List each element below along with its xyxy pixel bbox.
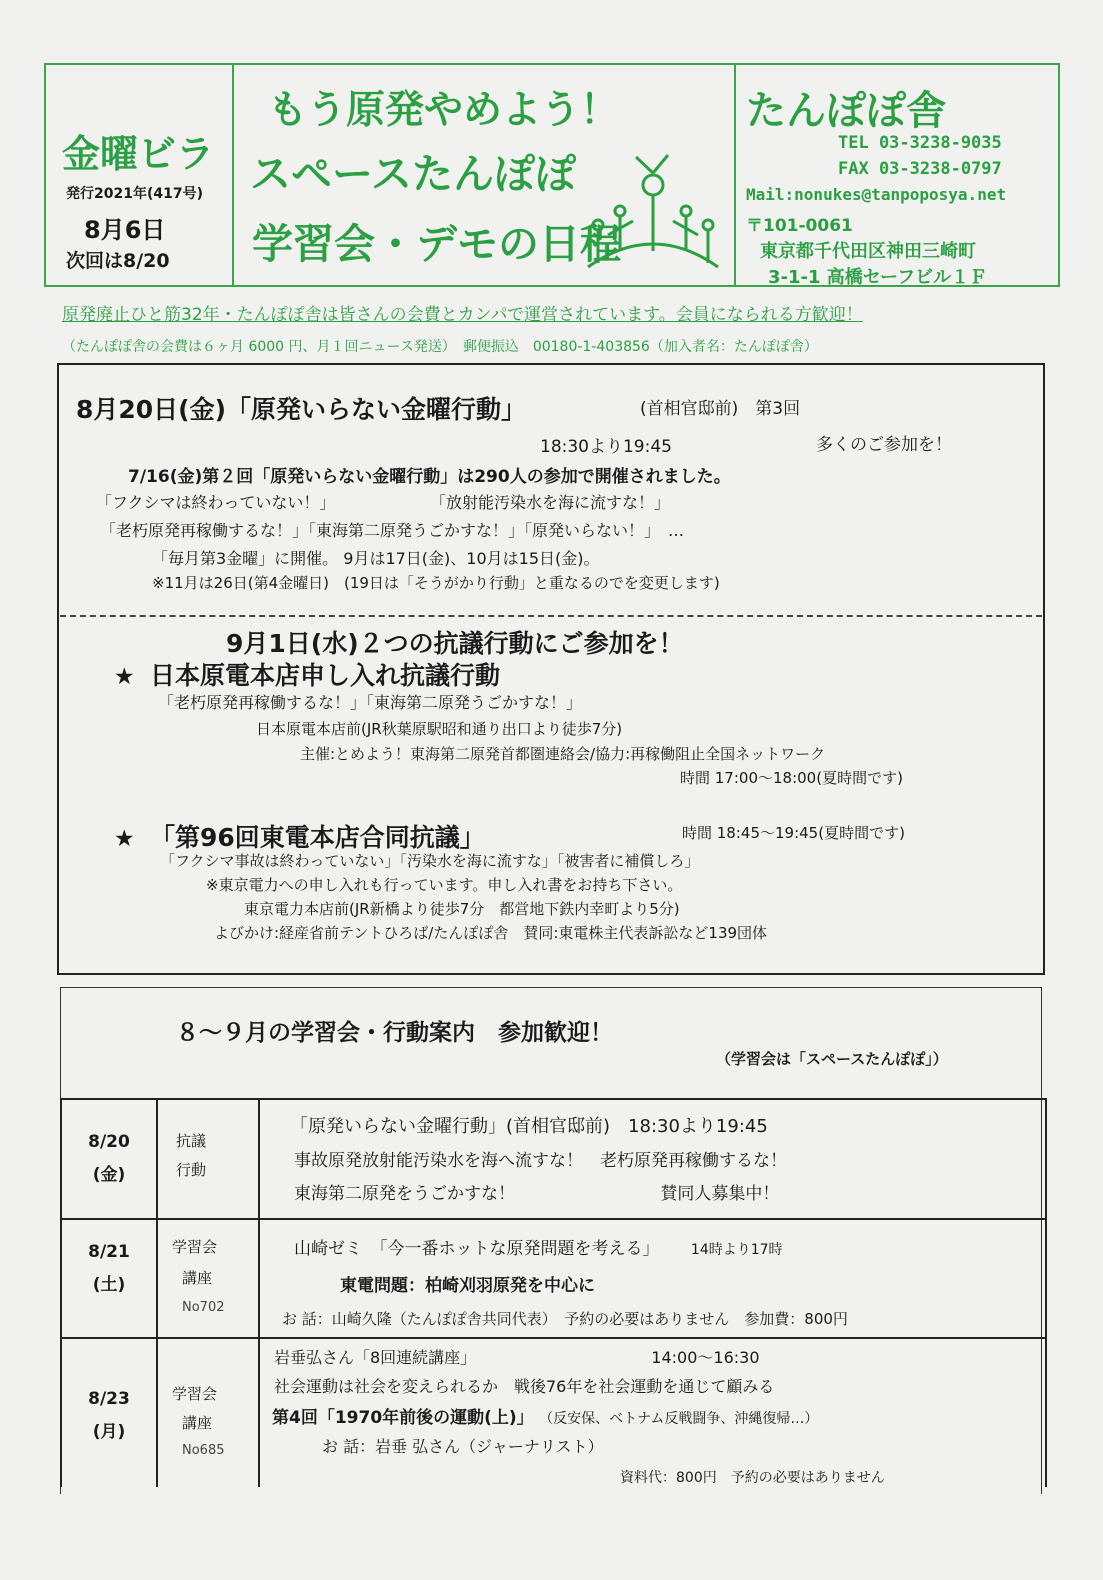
aug20-invite: 多くのご参加を！ bbox=[816, 435, 952, 455]
headline-2: スペースたんぽぽ bbox=[250, 150, 576, 198]
schedule-table bbox=[60, 1098, 1047, 1487]
date-cell bbox=[61, 1219, 157, 1338]
row-date: 8/23 bbox=[88, 1389, 130, 1409]
slogan-fukushima: 「フクシマは終わっていない！」 bbox=[96, 493, 336, 512]
event2-location: 東京電力本店前(JR新橋より徒歩7分 都営地下鉄内幸町より5分) bbox=[244, 900, 680, 918]
row-detail-line: 社会運動は社会を変えられるか 戦後76年を社会運動を通じて顧みる bbox=[274, 1377, 775, 1396]
dashed-divider bbox=[60, 615, 1042, 617]
table-row bbox=[61, 1338, 1046, 1487]
detail-cell bbox=[259, 1219, 1046, 1338]
row-detail-line bbox=[294, 1179, 1045, 1204]
headline-3: 学習会・デモの日程 bbox=[252, 220, 621, 268]
event2-time: 時間 18:45～19:45(夏時間です) bbox=[682, 824, 905, 842]
lecture-number: No702 bbox=[182, 1300, 225, 1315]
event1-title: 日本原電本店申し入れ抗議行動 bbox=[150, 661, 501, 690]
issue-date: 8月6日 bbox=[84, 216, 166, 244]
event1-location: 日本原電本店前(JR秋葉原駅昭和通り出口より徒歩7分) bbox=[256, 720, 623, 738]
star-icon: ★ bbox=[114, 826, 135, 852]
row-detail-text: 14時より17時 bbox=[690, 1242, 783, 1258]
row-type-2: 講座 bbox=[182, 1414, 213, 1432]
friday-flyer-label: 金曜ビラ bbox=[62, 132, 215, 176]
detail-cell bbox=[259, 1099, 1046, 1219]
masthead-divider bbox=[232, 65, 234, 285]
monthly-schedule: 「毎月第3金曜」に開催。 9月は17日(金)、10月は15日(金)。 bbox=[152, 549, 600, 568]
schedule-subtitle: （学習会は「スペースたんぽぽ」） bbox=[716, 1050, 948, 1068]
slogan-water: 「放射能汚染水を海に流すな！」 bbox=[430, 493, 671, 512]
table-row bbox=[61, 1219, 1046, 1338]
issue-number: 発行2021年(417号) bbox=[66, 186, 203, 202]
row-weekday: (金) bbox=[92, 1165, 126, 1185]
event2-title: 「第96回東電本店合同抗議」 bbox=[150, 823, 485, 852]
row-detail-text: 東海第二原発をうごかすな！ bbox=[294, 1184, 515, 1204]
postal-code: 〒101-0061 bbox=[746, 216, 853, 236]
email-address: Mail:nonukes@tanpoposya.net bbox=[746, 185, 1007, 204]
row-detail-line: 事故原発放射能汚染水を海へ流すな！ 老朽原発再稼働するな！ bbox=[294, 1151, 787, 1171]
november-note: ※11月は26日(第4金曜日) (19日は「そうがかり行動」と重なるのでを変更します) bbox=[152, 574, 720, 592]
row-weekday: (土) bbox=[92, 1275, 126, 1295]
lecture-number: No685 bbox=[182, 1443, 225, 1458]
schedule-title: ８～９月の学習会・行動案内 参加歓迎！ bbox=[176, 1020, 613, 1046]
row-detail-line: 資料代：800円 予約の必要はありません bbox=[620, 1470, 885, 1486]
membership-fee-notice: （たんぽぽ舎の会費は６ヶ月 6000 円、月１回ニュース発送） 郵便振込 00180-1-403856（加入者名：たんぽぽ舎） bbox=[62, 339, 818, 355]
row-detail-text: （反安保、ベトナム反戦闘争、沖縄復帰…） bbox=[539, 1411, 819, 1427]
row-detail-text: 賛同人募集中！ bbox=[660, 1184, 780, 1204]
row-date: 8/20 bbox=[88, 1132, 130, 1152]
star-icon: ★ bbox=[114, 664, 135, 690]
row-type: 抗議 bbox=[176, 1132, 207, 1150]
masthead-divider bbox=[734, 65, 736, 285]
row-detail-line bbox=[294, 1234, 1045, 1259]
aug20-time: 18:30より19:45 bbox=[540, 437, 672, 457]
membership-notice: 原発廃止ひと筋32年・たんぽぽ舎は皆さんの会費とカンパで運営されています。会員になられる方歓迎！ bbox=[62, 305, 863, 325]
event1-organizer: 主催:とめよう！東海第二原発首都圏連絡会/協力:再稼働阻止全国ネットワーク bbox=[300, 745, 826, 763]
row-detail-line bbox=[274, 1345, 1045, 1368]
row-type-2: 講座 bbox=[182, 1269, 213, 1287]
aug20-location: (首相官邸前) 第3回 bbox=[640, 399, 801, 419]
row-type-2: 行動 bbox=[176, 1161, 207, 1179]
type-cell bbox=[157, 1338, 259, 1487]
aug20-heading: 8月20日(金)「原発いらない金曜行動」 bbox=[76, 395, 527, 424]
address-line-1: 東京都千代田区神田三崎町 bbox=[760, 241, 976, 262]
address-line-2: 3-1-1 高橋セーフビル１Ｆ bbox=[768, 267, 988, 288]
row-detail-line bbox=[272, 1403, 1045, 1428]
row-type: 学習会 bbox=[172, 1385, 218, 1403]
row-weekday: (月) bbox=[92, 1422, 126, 1442]
headline-1: もう原発やめよう！ bbox=[268, 88, 620, 133]
table-row bbox=[61, 1099, 1046, 1219]
row-detail-text: 岩垂弘さん「8回連続講座」 bbox=[274, 1348, 477, 1367]
dandelion-logo bbox=[578, 151, 728, 277]
detail-cell bbox=[259, 1338, 1046, 1487]
masthead bbox=[44, 63, 1060, 287]
next-issue: 次回は8/20 bbox=[66, 250, 170, 272]
type-cell bbox=[157, 1099, 259, 1219]
row-detail-line: お 話：山崎久隆（たんぽぽ舎共同代表） 予約の必要はありません 参加費：800円 bbox=[282, 1310, 848, 1328]
type-cell bbox=[157, 1219, 259, 1338]
event1-slogan: 「老朽原発再稼働するな！」「東海第二原発うごかすな！」 bbox=[158, 693, 583, 712]
event2-note: ※東京電力への申し入れも行っています。申し入れ書をお持ち下さい。 bbox=[206, 876, 683, 894]
row-detail-line: 東電問題：柏崎刈羽原発を中心に bbox=[340, 1276, 595, 1296]
event2-organizer: よびかけ:経産省前テントひろば/たんぽぽ舎 賛同:東電株主代表訴訟など139団体 bbox=[214, 924, 768, 942]
date-cell bbox=[61, 1099, 157, 1219]
date-cell bbox=[61, 1338, 157, 1487]
tel-number: TEL 03-3238-9035 bbox=[838, 133, 1002, 153]
org-name: たんぽぽ舎 bbox=[746, 88, 946, 134]
row-type: 学習会 bbox=[172, 1238, 218, 1256]
row-detail-text: 14:00～16:30 bbox=[651, 1348, 760, 1367]
row-detail-line: 「原発いらない金曜行動」(首相官邸前) 18:30より19:45 bbox=[290, 1116, 768, 1137]
report-line: 7/16(金)第２回「原発いらない金曜行動」は290人の参加で開催されました。 bbox=[128, 467, 731, 487]
row-detail-text: 山崎ゼミ 「今一番ホットな原発問題を考える」 bbox=[294, 1239, 660, 1259]
fax-number: FAX 03-3238-0797 bbox=[838, 159, 1002, 179]
event2-slogan: 「フクシマ事故は終わっていない」「汚染水を海に流すな」「被害者に補償しろ」 bbox=[160, 852, 700, 870]
row-date: 8/21 bbox=[88, 1242, 130, 1262]
event1-time: 時間 17:00～18:00(夏時間です) bbox=[680, 769, 903, 787]
slogan-line: 「老朽原発再稼働するな！」「東海第二原発うごかすな！」「原発いらない！」 … bbox=[100, 521, 685, 540]
row-detail-text: 第4回「1970年前後の運動(上)」 bbox=[272, 1408, 534, 1428]
sep1-heading: 9月1日(水)２つの抗議行動にご参加を！ bbox=[226, 629, 684, 658]
row-detail-line: お 話：岩垂 弘さん（ジャーナリスト） bbox=[322, 1437, 604, 1456]
